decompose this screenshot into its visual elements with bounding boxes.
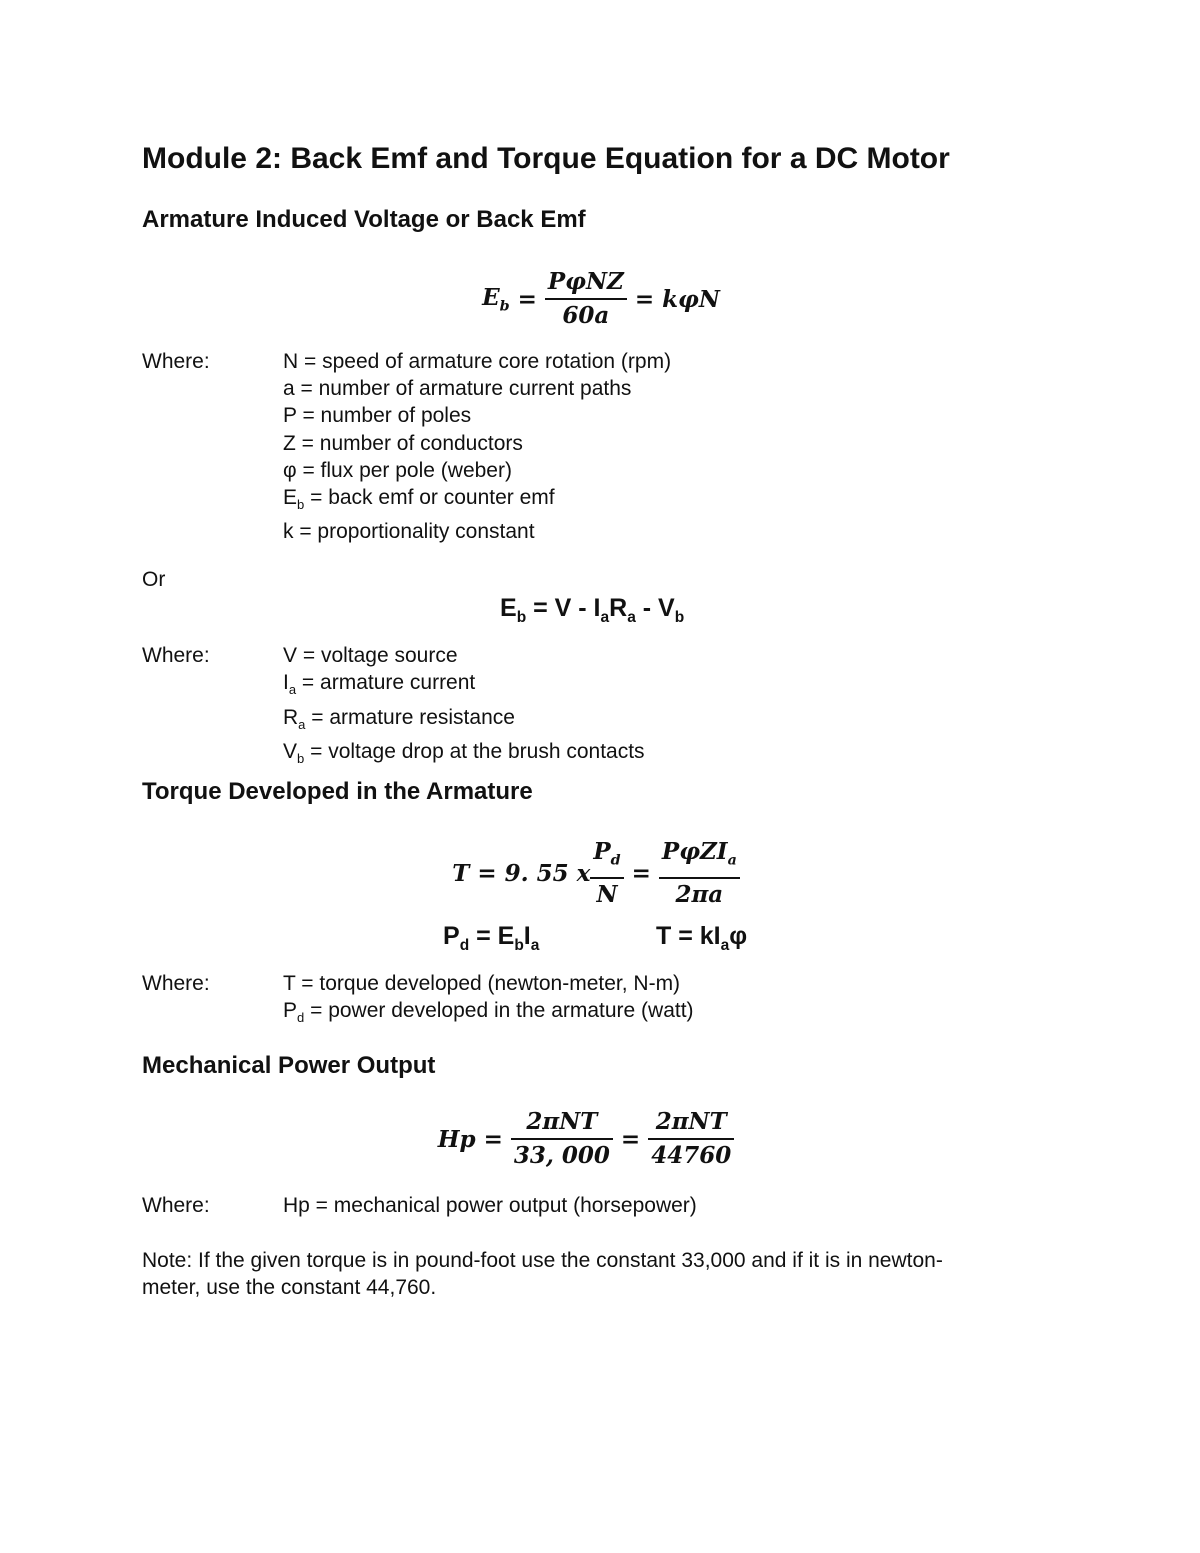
def-pd: $P_d$ = power developed in the armature (watt) bbox=[283, 999, 694, 1026]
where-label: Where: bbox=[142, 972, 210, 995]
torque-definitions bbox=[283, 970, 694, 1032]
def-t: T = torque developed (newton-meter, N-m) bbox=[283, 972, 681, 995]
def-a: a = number of armature current paths bbox=[283, 377, 632, 401]
torque-constant-equation: $T = kI_a\varphi$ bbox=[656, 922, 748, 954]
hp-fraction-2: $\frac{\text{2πNT}}{44760}$ bbox=[648, 1106, 734, 1172]
voltage-definitions bbox=[283, 642, 645, 772]
section-heading-power: Mechanical Power Output bbox=[142, 1052, 436, 1079]
equals-sign: = bbox=[477, 859, 497, 887]
torque-equation bbox=[0, 836, 1196, 911]
torque-lhs: T bbox=[452, 859, 470, 887]
def-p: P = number of poles bbox=[283, 404, 472, 428]
note-line-1: Note: If the given torque is in pound-foot use the constant 33,000 and if it is in newton- bbox=[142, 1249, 943, 1272]
hp-lhs: Hp bbox=[437, 1125, 476, 1153]
def-k: k = proportionality constant bbox=[283, 520, 535, 544]
horsepower-equation bbox=[0, 1106, 1186, 1172]
equals-sign: = bbox=[620, 1125, 641, 1153]
equals-sign: = bbox=[634, 285, 655, 313]
note-line-2: meter, use the constant 44,760. bbox=[142, 1276, 437, 1299]
def-v: V = voltage source bbox=[283, 644, 458, 667]
times-x: x bbox=[576, 859, 591, 887]
eq1-denominator: 60a bbox=[562, 302, 610, 329]
back-emf-equation bbox=[1, 266, 1200, 332]
back-emf-voltage-equation: $E_b = V - I_aR_a - V_b$ bbox=[500, 594, 685, 626]
power-developed-equation: $P_d = E_bI_a$ bbox=[443, 922, 540, 954]
eq1-lhs-sub: b bbox=[499, 298, 510, 315]
def-phi: φ = flux per pole (weber) bbox=[283, 458, 512, 482]
def-z: Z = number of conductors bbox=[283, 431, 523, 455]
hp-fraction-1: $\frac{\text{2πNT}}{33, 000}$ bbox=[511, 1106, 613, 1172]
eq1-rhs: kφN bbox=[662, 285, 720, 313]
torque-fraction-1: $\frac{P_d}{N}$ bbox=[590, 836, 623, 911]
where-label: Where: bbox=[142, 1194, 210, 1217]
def-eb: $E_b$ = back emf or counter emf bbox=[283, 486, 555, 513]
equals-sign: = bbox=[517, 285, 537, 313]
section-heading-torque: Torque Developed in the Armature bbox=[142, 778, 533, 805]
def-hp: Hp = mechanical power output (horsepower) bbox=[283, 1194, 697, 1217]
torque-fraction-2: $\frac{P\varphi ZI_a}{2\pi a}$ bbox=[659, 836, 740, 911]
eq1-fraction bbox=[545, 266, 627, 332]
eq1-numerator: PφNZ bbox=[545, 266, 627, 300]
where-label: Where: bbox=[142, 644, 210, 667]
def-vb: $V_b$ = voltage drop at the brush contacts bbox=[283, 739, 645, 767]
or-label: Or bbox=[142, 568, 166, 591]
where-label: Where: bbox=[142, 350, 210, 373]
torque-coefficient: 9. 55 bbox=[504, 859, 569, 887]
equals-sign: = bbox=[483, 1125, 503, 1153]
eq1-lhs: E bbox=[482, 283, 500, 311]
page-title: Module 2: Back Emf and Torque Equation for a DC Motor bbox=[142, 142, 950, 175]
def-n: N = speed of armature core rotation (rpm) bbox=[283, 350, 672, 373]
equals-sign: = bbox=[631, 859, 651, 887]
def-ra: $R_a$ = armature resistance bbox=[283, 705, 515, 732]
variable-definitions bbox=[283, 348, 671, 546]
section-heading-back-emf: Armature Induced Voltage or Back Emf bbox=[142, 206, 586, 233]
def-ia: $I_a$ = armature current bbox=[283, 671, 476, 698]
